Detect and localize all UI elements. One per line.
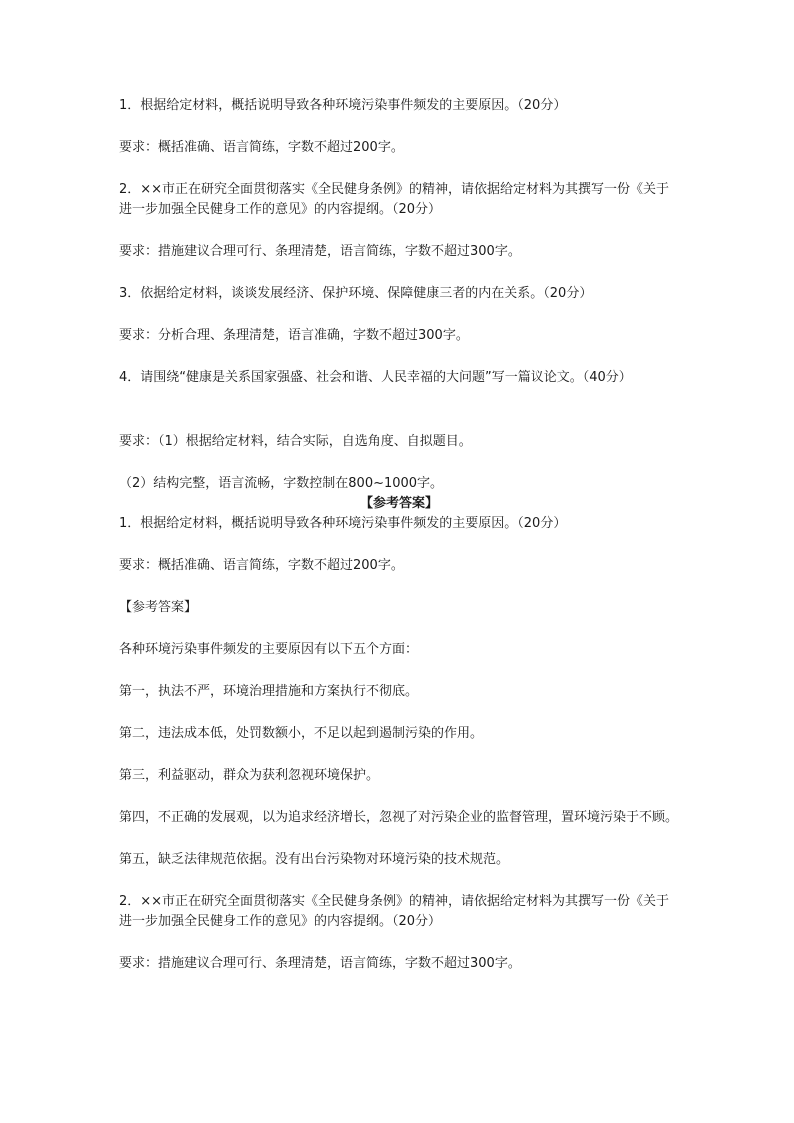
answer-point-5: 第五，缺乏法律规范依据。没有出台污染物对环境污染的技术规范。 bbox=[119, 852, 510, 867]
question-1: 1．根据给定材料，概括说明导致各种环境污染事件频发的主要原因。（20分） bbox=[119, 98, 567, 113]
answer-point-2: 第二，违法成本低，处罚数额小，不足以起到遏制污染的作用。 bbox=[119, 726, 484, 741]
answer-intro: 各种环境污染事件频发的主要原因有以下五个方面： bbox=[119, 642, 419, 657]
question-3: 3．依据给定材料，谈谈发展经济、保护环境、保障健康三者的内在关系。（20分） bbox=[119, 286, 593, 301]
answer-point-1: 第一，执法不严，环境治理措施和方案执行不彻底。 bbox=[119, 684, 419, 699]
question-4-requirement-1: 要求：（1）根据给定材料，结合实际，自选角度、自拟题目。 bbox=[119, 434, 472, 449]
answer-question-1-requirement: 要求：概括准确、语言简练，字数不超过200字。 bbox=[119, 558, 404, 573]
answer-question-2: 2．××市正在研究全面贯彻落实《全民健身条例》的精神，请依据给定材料为其撰写一份《关于进一步加强全民健身工作的意见》的内容提纲。（20分） bbox=[119, 894, 670, 929]
answer-question-2-requirement: 要求：措施建议合理可行、条理清楚，语言简练，字数不超过300字。 bbox=[119, 956, 521, 971]
answer-section-heading: 【参考答案】 bbox=[359, 496, 438, 511]
answer-question-1: 1．根据给定材料，概括说明导致各种环境污染事件频发的主要原因。（20分） bbox=[119, 516, 567, 531]
question-1-requirement: 要求：概括准确、语言简练，字数不超过200字。 bbox=[119, 140, 404, 155]
question-4: 4．请围绕“健康是关系国家强盛、社会和谐、人民幸福的大问题”写一篇议论文。（40分） bbox=[119, 370, 632, 385]
reference-answer-label: 【参考答案】 bbox=[119, 600, 198, 615]
question-2-requirement: 要求：措施建议合理可行、条理清楚，语言简练，字数不超过300字。 bbox=[119, 244, 521, 259]
answer-point-3: 第三，利益驱动，群众为获利忽视环境保护。 bbox=[119, 768, 380, 783]
document-body bbox=[119, 96, 679, 974]
answer-point-4: 第四，不正确的发展观，以为追求经济增长，忽视了对污染企业的监督管理，置环境污染于不顾。 bbox=[119, 810, 679, 825]
question-2: 2．××市正在研究全面贯彻落实《全民健身条例》的精神，请依据给定材料为其撰写一份《关于进一步加强全民健身工作的意见》的内容提纲。（20分） bbox=[119, 182, 670, 217]
question-3-requirement: 要求：分析合理、条理清楚，语言准确，字数不超过300字。 bbox=[119, 328, 469, 343]
question-4-requirement-2: （2）结构完整，语言流畅，字数控制在800~1000字。 bbox=[119, 476, 444, 491]
